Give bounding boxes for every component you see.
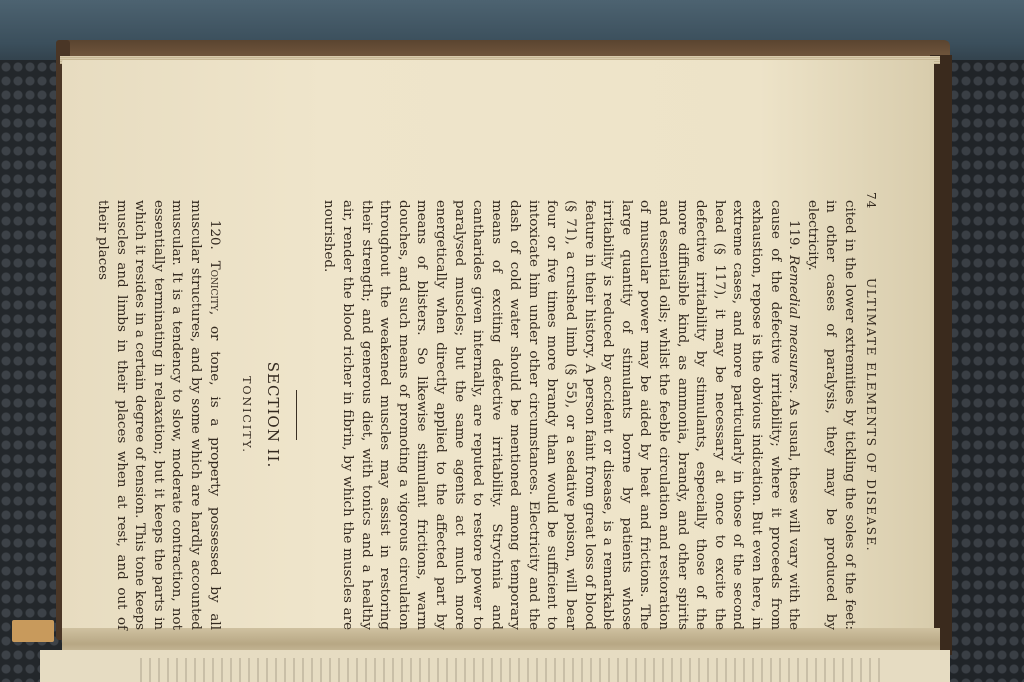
- section-title: SECTION II.: [263, 361, 282, 469]
- bookmark-tab: [12, 620, 54, 642]
- running-head: [858, 192, 880, 630]
- facing-page-text-ghost: [140, 658, 880, 682]
- paragraph-body: or tone, is a property possessed by all muscular structures, and by some which are hardly accounted muscular. It is a tendency to slow, moderate contraction, not essentially terminating in relaxation; but it keeps the parts in which it resides in a certain degree of tension. This tone keeps muscles and limbs in their places when at rest, and out of their places: [95, 200, 222, 630]
- paragraph-120: [92, 200, 222, 630]
- section-subtitle: TONICITY.: [240, 376, 254, 454]
- continuation-paragraph: cited in the lower extremities by tickling the soles of the feet: in other cases of paralysis, they may be produced by electricity.: [804, 200, 857, 630]
- paragraph-119: [319, 200, 802, 630]
- foam-mat-right: [948, 60, 1024, 682]
- paragraph-heading: Remedial measures.: [786, 255, 802, 394]
- page-number: 74: [864, 192, 878, 210]
- running-header-title: ULTIMATE ELEMENTS OF DISEASE.: [864, 277, 878, 553]
- section-divider: [296, 390, 297, 440]
- paragraph-number: 120.: [206, 220, 222, 250]
- paragraph-number: 119.: [786, 220, 802, 250]
- page-text-block: [95, 192, 880, 630]
- paragraph-lead-word: Tonicity,: [206, 260, 222, 316]
- paragraph-body: As usual, these will vary with the cause of the defective irritability; where it proceeds from exhaustion, repose is the obvious indication. But even here, in extreme cases, and more particularly in those of the second head (§ 117), it may be necessary at once to excite the defective irritability by stimulants, especially those of the more diffusible kind, as ammonia, brandy, and other spirits and essential oils; whilst the feeble circulation and restoration of muscular power may be aided by heat and frictions. The large quantity of stimulants borne by patients whose irritability is reduced by accident or disease, is a remarkable feature in their history. A person faint from great loss of blood (§ 71), a crushed limb (§ 55), or a sedative poison, will bear four or five times more brandy than would be sufficient to intoxicate him under other circumstances. Electricity and the dash of cold water should be mentioned among temporary means of exciting defective irritability. Strychnia and cantharides given internally, are reputed to restore power to paralysed muscles; but the same agents act much more energetically when directly applied to the affected part by means of blisters. So likewise stimulant frictions, warm douches, and such means of promoting a vigorous circulation throughout the weakened muscles may assist in restoring their strength; and generous diet, with tonics and a healthy air, render the blood richer in fibrin, by which the muscles are nourished.: [321, 200, 802, 630]
